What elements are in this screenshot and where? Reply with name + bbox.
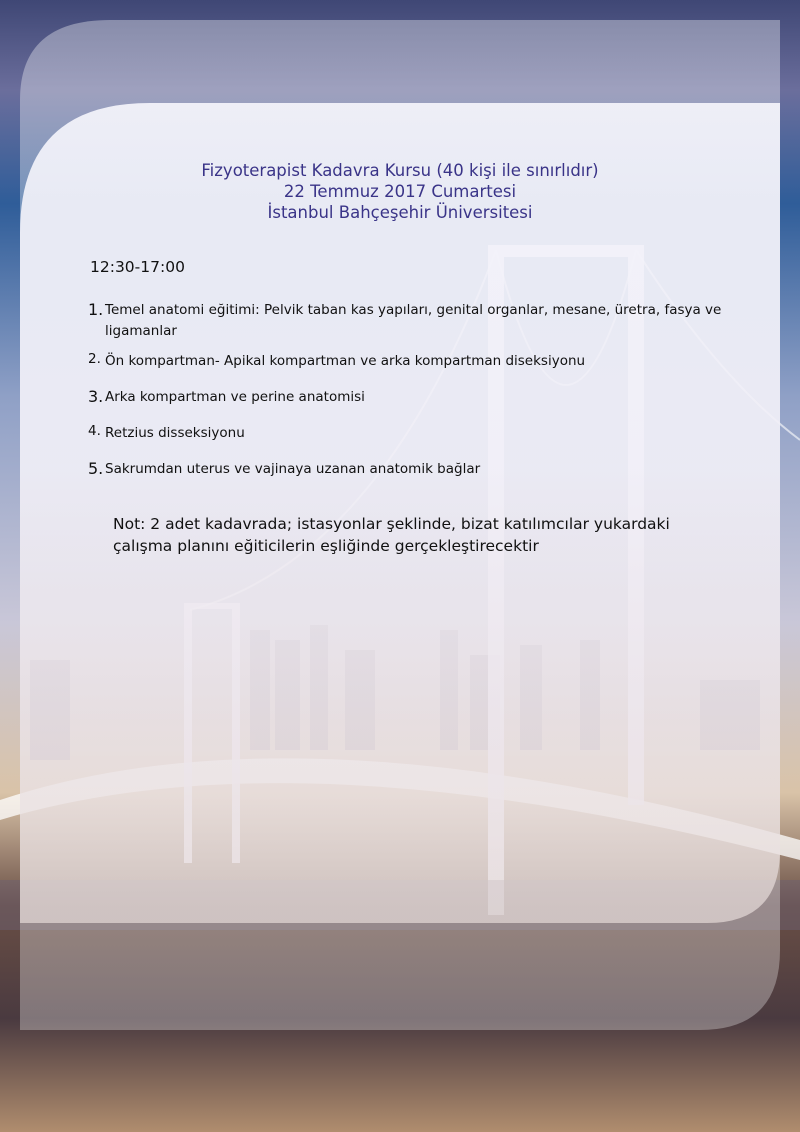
item-number: 3. xyxy=(88,387,104,406)
item-text: Retzius disseksiyonu xyxy=(105,425,245,441)
list-item xyxy=(88,351,758,372)
session-time: 12:30-17:00 xyxy=(90,258,185,276)
list-item xyxy=(88,387,758,408)
item-number: 1. xyxy=(88,300,104,319)
course-venue: İstanbul Bahçeşehir Üniversitesi xyxy=(267,203,533,222)
note-paragraph xyxy=(113,513,753,557)
item-number: 5. xyxy=(88,459,104,478)
item-number: 4. xyxy=(88,423,101,439)
course-title: Fizyoterapist Kadavra Kursu (40 kişi ile sınırlıdır) xyxy=(201,161,599,180)
item-text: Temel anatomi eğitimi: Pelvik taban kas yapıları, genital organlar, mesane, üretra, fasya ve ligamanlar xyxy=(105,302,722,339)
note-line: çalışma planını eğiticilerin eşliğinde gerçekleştirecektir xyxy=(113,537,539,555)
item-text: Sakrumdan uterus ve vajinaya uzanan anatomik bağlar xyxy=(105,461,481,477)
program-list xyxy=(88,300,758,480)
note-line: Not: 2 adet kadavrada; istasyonlar şeklinde, bizat katılımcılar yukardaki xyxy=(113,515,670,533)
list-item xyxy=(88,459,758,480)
item-number: 2. xyxy=(88,351,101,367)
item-text: Ön kompartman- Apikal kompartman ve arka kompartman diseksiyonu xyxy=(105,353,586,369)
course-title-block xyxy=(0,160,800,223)
course-date: 22 Temmuz 2017 Cumartesi xyxy=(283,182,517,201)
item-text: Arka kompartman ve perine anatomisi xyxy=(105,389,365,405)
list-item xyxy=(88,423,758,444)
list-item xyxy=(88,300,758,342)
